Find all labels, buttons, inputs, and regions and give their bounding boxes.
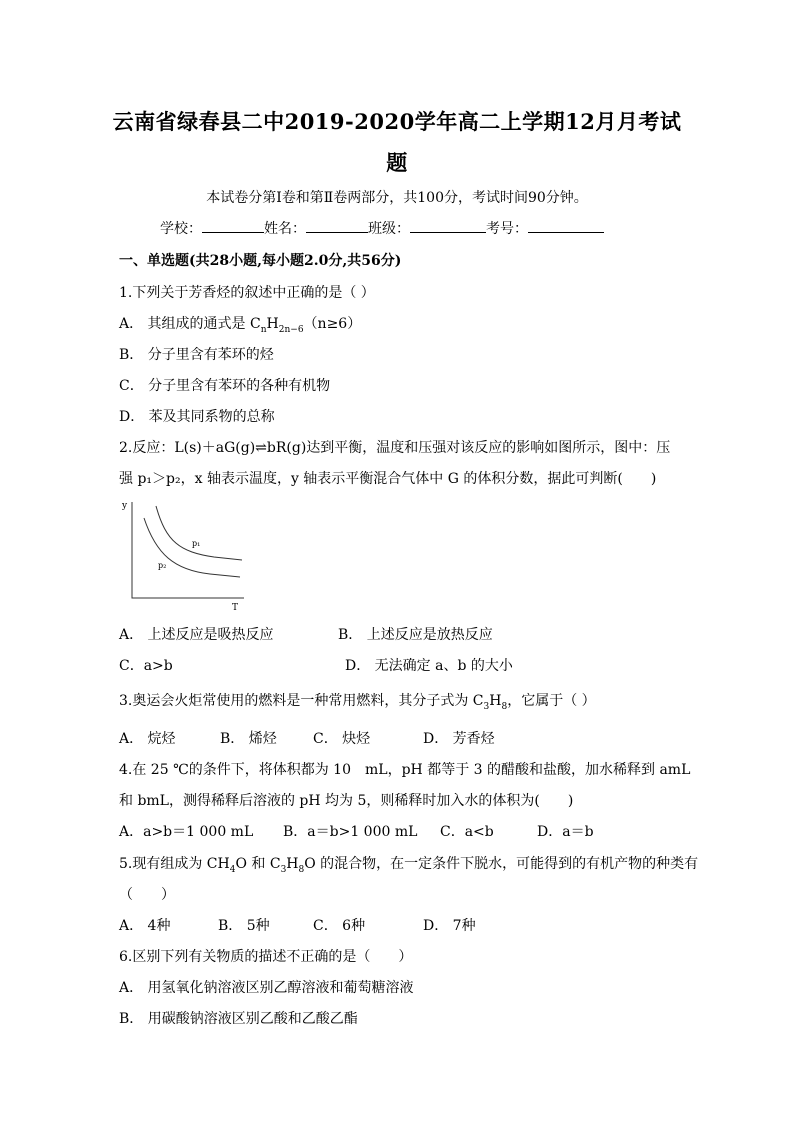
q6-option-b: B． 用碳酸钠溶液区别乙酸和乙酸乙酯 (119, 1011, 358, 1027)
q6-stem: 6.区别下列有关物质的描述不正确的是（ ） (119, 949, 413, 965)
q2-graph (118, 494, 253, 614)
section-heading: 一、单选题(共28小题,每小题2.0分,共56分) (119, 253, 402, 269)
name-label: 姓名： (264, 221, 306, 237)
q5-stem-line2: （ ） (119, 887, 175, 903)
q5-option-c: C． 6种 (313, 918, 366, 934)
school-label: 学校： (160, 221, 202, 237)
q3-option-b: B． 烯烃 (220, 731, 277, 747)
q5-option-a: A． 4种 (119, 918, 171, 934)
q5-option-b: B． 5种 (218, 918, 270, 934)
class-blank[interactable] (410, 220, 486, 233)
q5-option-d: D． 7种 (423, 918, 476, 934)
q4-option-b: B．a＝b>1 000 mL (283, 824, 418, 840)
q4-option-c: C．a<b (440, 824, 494, 840)
q4-stem-line2: 和 bmL，测得稀释后溶液的 pH 均为 5，则稀释时加入水的体积为( ) (119, 793, 574, 809)
info-fields-row (160, 218, 604, 238)
graph-y-label: y (122, 501, 128, 511)
exam-no-blank[interactable] (528, 220, 604, 233)
q2-stem-line1: 2.反应：L(s)＋aG(g)⇌bR(g)达到平衡，温度和压强对该反应的影响如图所示，图中：压 (119, 440, 671, 456)
q1-option-a: A． 其组成的通式是 $C_nH_{2n-6}(n\ge 6)$ (119, 316, 362, 335)
exam-intro: 本试卷分第Ⅰ卷和第Ⅱ卷两部分，共100分，考试时间90分钟。 (206, 190, 588, 206)
q1-option-c: C． 分子里含有苯环的各种有机物 (119, 378, 331, 394)
q2-stem-line2: 强 p₁＞p₂，x 轴表示温度，y 轴表示平衡混合气体中 G 的体积分数，据此可判断( ) (119, 471, 657, 487)
q1-stem: 1.下列关于芳香烃的叙述中正确的是（ ） (119, 285, 375, 301)
q4-stem-line1: 4.在 25 ℃的条件下，将体积都为 10 mL，pH 都等于 3 的醋酸和盐酸，加水稀释到 amL (119, 762, 691, 778)
q1-option-d: D． 苯及其同系物的总称 (119, 409, 275, 425)
school-blank[interactable] (202, 220, 264, 233)
q3-option-a: A． 烷烃 (119, 731, 176, 747)
q2-option-c: C．a>b (119, 658, 173, 674)
q1-option-b: B． 分子里含有苯环的烃 (119, 347, 274, 363)
q2-option-b: B． 上述反应是放热反应 (338, 627, 493, 643)
q6-option-a: A． 用氢氧化钠溶液区别乙醇溶液和葡萄糖溶液 (119, 980, 414, 996)
q2-option-d: D． 无法确定 a、b 的大小 (345, 658, 513, 674)
graph-x-label: T (232, 603, 239, 613)
q5-stem-line1: 5.现有组成为 $CH_4O$ 和 $C_3H_8O$ 的混合物，在一定条件下脱水，可能得到的有机产物的种类有 (119, 856, 699, 875)
q2-option-a: A． 上述反应是吸热反应 (119, 627, 274, 643)
exam-no-label: 考号： (486, 221, 528, 237)
graph-label-p1: p₁ (192, 539, 201, 548)
q3-stem: 3.奥运会火炬常使用的燃料是一种常用燃料，其分子式为 $C_3H_8$，它属于（ ） (119, 693, 596, 712)
name-blank[interactable] (306, 220, 368, 233)
q4-option-d: D．a＝b (537, 824, 594, 840)
graph-curve-p1 (156, 506, 242, 560)
exam-title-line2: 题 (386, 150, 408, 175)
exam-title-line1: 云南省绿春县二中2019-2020学年高二上学期12月月考试 (112, 109, 682, 134)
q4-option-a: A．a>b＝1 000 mL (119, 824, 254, 840)
class-label: 班级： (368, 221, 410, 237)
q3-option-c: C． 炔烃 (313, 731, 371, 747)
graph-label-p2: p₂ (158, 561, 167, 570)
q3-option-d: D． 芳香烃 (423, 731, 495, 747)
